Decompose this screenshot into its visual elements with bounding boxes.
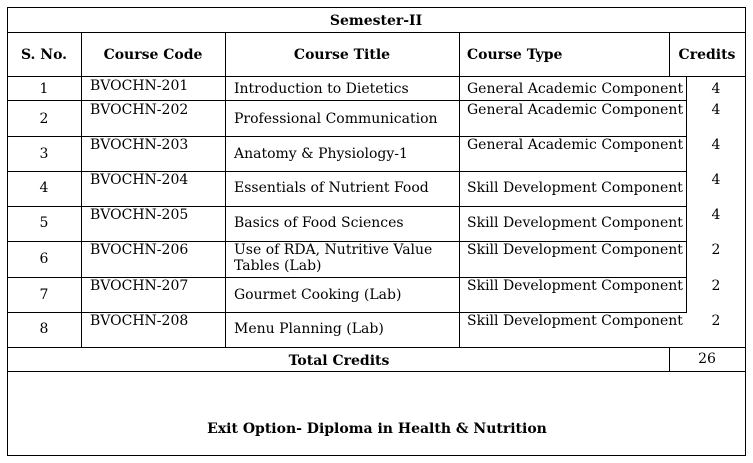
- semester-title: Semester-II: [329, 13, 423, 29]
- row-8-title: Menu Planning (Lab): [234, 321, 384, 337]
- row-2-sno: 2: [39, 111, 49, 127]
- row-5-title: Basics of Food Sciences: [234, 215, 404, 231]
- row-7-title: Gourmet Cooking (Lab): [234, 287, 402, 303]
- row-4-credits: 4: [711, 172, 721, 188]
- row-3-credits: 4: [711, 137, 721, 153]
- rule: [7, 76, 746, 77]
- row-4-code: BVOCHN-204: [90, 172, 189, 188]
- rule: [7, 32, 746, 33]
- header-course-code: Course Code: [103, 47, 203, 63]
- rule: [459, 32, 460, 348]
- header-credits: Credits: [678, 47, 736, 63]
- row-8-type: Skill Development Component: [467, 313, 683, 329]
- rule: [669, 347, 670, 372]
- row-4-title: Essentials of Nutrient Food: [234, 180, 429, 196]
- row-1-type: General Academic Component: [467, 81, 684, 97]
- rule: [7, 7, 8, 456]
- row-1-code: BVOCHN-201: [90, 78, 189, 94]
- row-4-sno: 4: [39, 180, 49, 196]
- rule: [7, 347, 746, 348]
- rule: [7, 371, 746, 372]
- row-5-credits: 4: [711, 207, 721, 223]
- rule: [686, 76, 687, 313]
- row-7-sno: 7: [39, 287, 49, 303]
- row-1-title: Introduction to Dietetics: [234, 81, 409, 97]
- row-3-title: Anatomy & Physiology-1: [234, 146, 408, 162]
- row-2-code: BVOCHN-202: [90, 102, 189, 118]
- total-credits-label: Total Credits: [288, 353, 390, 369]
- row-6-credits: 2: [711, 242, 721, 258]
- row-3-type: General Academic Component: [467, 137, 684, 153]
- rule: [7, 100, 687, 101]
- row-5-type: Skill Development Component: [467, 215, 683, 231]
- row-1-credits: 4: [711, 81, 721, 97]
- row-8-sno: 8: [39, 321, 49, 337]
- header-course-title: Course Title: [293, 47, 391, 63]
- row-5-code: BVOCHN-205: [90, 207, 189, 223]
- row-6-code: BVOCHN-206: [90, 242, 189, 258]
- total-credits-value: 26: [698, 351, 716, 367]
- row-3-code: BVOCHN-203: [90, 137, 189, 153]
- header-sno: S. No.: [20, 47, 68, 63]
- rule: [7, 7, 746, 8]
- row-3-sno: 3: [39, 146, 49, 162]
- row-6-title-line1: Use of RDA, Nutritive Value: [234, 242, 433, 258]
- row-5-sno: 5: [39, 215, 49, 231]
- exit-option: Exit Option- Diploma in Health & Nutrition: [207, 421, 547, 437]
- row-7-credits: 2: [711, 278, 721, 294]
- row-6-title-line2: Tables (Lab): [234, 258, 322, 274]
- rule: [7, 455, 746, 456]
- row-7-type: Skill Development Component: [467, 278, 683, 294]
- header-course-type: Course Type: [467, 47, 563, 63]
- rule: [745, 7, 746, 456]
- rule: [669, 32, 670, 77]
- row-4-type: Skill Development Component: [467, 180, 683, 196]
- row-8-code: BVOCHN-208: [90, 313, 189, 329]
- row-8-credits: 2: [711, 313, 721, 329]
- row-2-title: Professional Communication: [234, 111, 438, 127]
- row-2-type: General Academic Component: [467, 102, 684, 118]
- rule: [225, 32, 226, 348]
- row-6-type: Skill Development Component: [467, 242, 683, 258]
- row-1-sno: 1: [39, 81, 49, 97]
- row-6-sno: 6: [39, 251, 49, 267]
- row-2-credits: 4: [711, 102, 721, 118]
- rule: [81, 32, 82, 348]
- row-7-code: BVOCHN-207: [90, 278, 189, 294]
